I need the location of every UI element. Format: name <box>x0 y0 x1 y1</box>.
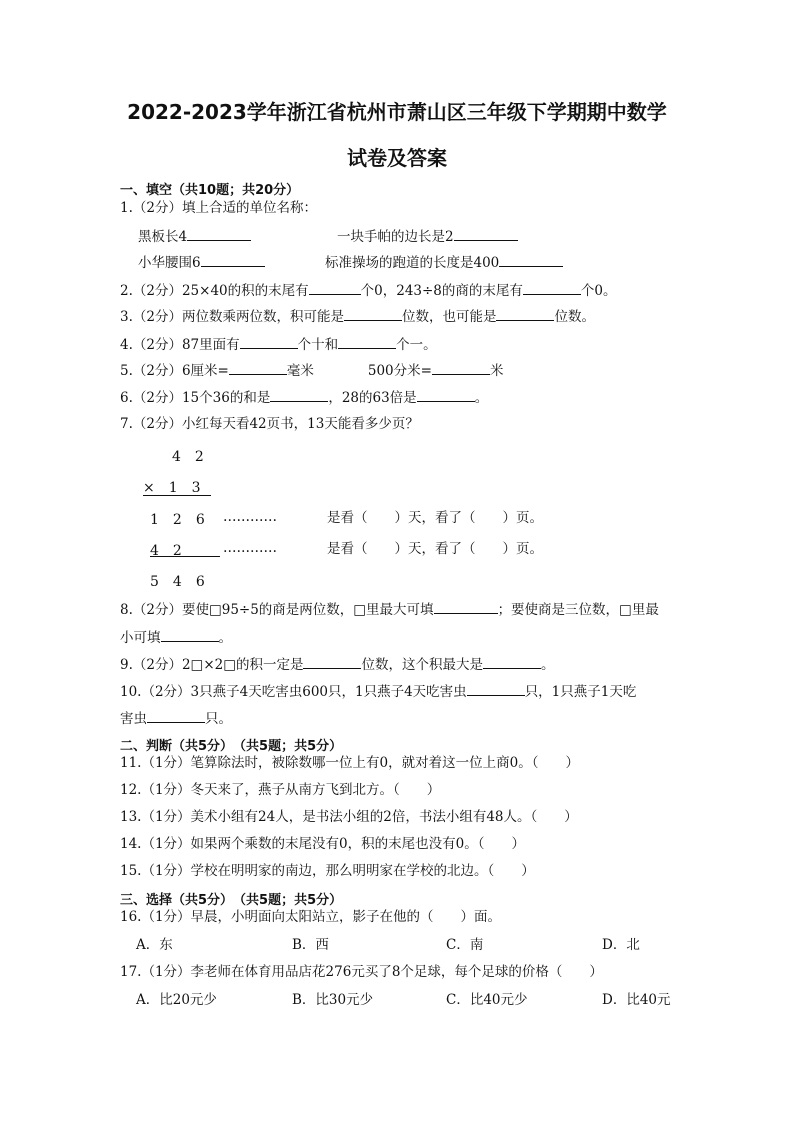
option-d[interactable]: D．北 <box>602 937 640 953</box>
question-7-stem: 7.（2分）小红每天看42页书，13天能看多少页？ <box>120 416 419 432</box>
question-15: 15.（1分）学校在明明家的南边，那么明明家在学校的北边。（ ） <box>120 863 535 879</box>
option-b[interactable]: B．比30元少 <box>292 992 374 1008</box>
answer-blank[interactable] <box>187 227 251 241</box>
answer-blank[interactable] <box>496 307 554 321</box>
question-12: 12.（1分）冬天来了，燕子从南方飞到北方。（ ） <box>120 782 441 798</box>
question-3: 3.（2分）两位数乘两位数，积可能是 位数，也可能是 位数。 <box>120 309 595 325</box>
multiplication-row-5: 5 4 6 <box>150 574 205 590</box>
page-title: 2022-2023学年浙江省杭州市萧山区三年级下学期期中数学 <box>127 100 667 124</box>
answer-blank[interactable] <box>338 335 396 349</box>
answer-blank[interactable] <box>454 227 518 241</box>
question-1-c: 小华腰围6 <box>138 253 265 272</box>
question-16-stem: 16.（1分）早晨，小明面向太阳站立，影子在他的（ ）面。 <box>120 909 502 925</box>
question-6: 6.（2分）15个36的和是 ，28的63倍是 。 <box>120 390 489 406</box>
answer-blank[interactable] <box>499 253 563 267</box>
option-d[interactable]: D．比40元 <box>602 992 671 1008</box>
answer-blank[interactable] <box>344 307 402 321</box>
question-13: 13.（1分）美术小组有24人，是书法小组的2倍，书法小组有48人。（ ） <box>120 809 578 825</box>
answer-blank[interactable] <box>147 709 205 723</box>
multiplication-row-2: × 1 3 <box>143 480 201 496</box>
answer-blank[interactable] <box>161 628 219 642</box>
answer-blank[interactable] <box>201 253 265 267</box>
multiplication-line <box>143 495 211 496</box>
question-5: 5.（2分）6厘米= 毫米 500分米= 米 <box>120 363 504 379</box>
answer-blank[interactable] <box>483 655 541 669</box>
question-1-a: 黑板长4 <box>138 227 251 246</box>
question-4: 4.（2分）87里面有 个十和 个一。 <box>120 337 437 353</box>
section-heading-choice: 三、选择（共5分） （共5题；共5分） <box>120 893 343 908</box>
question-9: 9.（2分）2□×2□的积一定是 位数，这个积最大是 。 <box>120 657 555 673</box>
answer-blank[interactable] <box>434 600 498 614</box>
answer-blank[interactable] <box>270 388 328 402</box>
answer-blank[interactable] <box>309 281 361 295</box>
question-7-ask-2: 是看（ ）天，看了（ ）页。 <box>327 541 543 557</box>
multiplication-line-2 <box>150 556 220 557</box>
option-c[interactable]: C．南 <box>446 937 484 953</box>
dots: ………… <box>223 509 277 525</box>
answer-blank[interactable] <box>523 281 581 295</box>
question-10-line-1: 10.（2分）3只燕子4天吃害虫600只，1只燕子4天吃害虫 只，1只燕子1天吃 <box>120 684 637 700</box>
option-c[interactable]: C．比40元少 <box>446 992 528 1008</box>
option-b[interactable]: B．西 <box>292 937 329 953</box>
question-10-line-2: 害虫 只。 <box>120 711 232 727</box>
answer-blank[interactable] <box>240 335 298 349</box>
question-14: 14.（1分）如果两个乘数的末尾没有0，积的末尾也没有0。（ ） <box>120 836 525 852</box>
section-heading-judge: 二、判断（共5分） （共5题；共5分） <box>120 739 343 754</box>
question-1-d: 标准操场的跑道的长度是400 <box>325 253 563 272</box>
question-8-line-2: 小可填 。 <box>120 630 232 646</box>
answer-blank[interactable] <box>467 682 525 696</box>
page-subtitle: 试卷及答案 <box>347 146 447 170</box>
answer-blank[interactable] <box>303 655 361 669</box>
answer-blank[interactable] <box>417 388 475 402</box>
question-8-line-1: 8.（2分）要使□95÷5的商是两位数，□里最大可填 ；要使商是三位数，□里最 <box>120 602 659 618</box>
multiplication-row-1: 4 2 <box>172 449 204 465</box>
multiplication-row-3: 1 2 6 <box>150 512 205 528</box>
option-a[interactable]: A．比20元少 <box>136 992 217 1008</box>
question-11: 11.（1分）笔算除法时，被除数哪一位上有0，就对着这一位上商0。（ ） <box>120 755 579 771</box>
answer-blank[interactable] <box>229 361 287 375</box>
question-17-stem: 17.（1分）李老师在体育用品店花276元买了8个足球，每个足球的价格（ ） <box>120 964 603 980</box>
question-1-stem: 1.（2分）填上合适的单位名称： <box>120 200 317 216</box>
question-7-ask-1: 是看（ ）天，看了（ ）页。 <box>327 510 543 526</box>
answer-blank[interactable] <box>432 361 490 375</box>
multiplication-row-4: 4 2 <box>150 543 182 559</box>
question-2: 2.（2分）25×40的积的末尾有 个0，243÷8的商的末尾有 个0。 <box>120 283 617 299</box>
dots: ………… <box>223 540 277 556</box>
section-heading-fill: 一、填空（共10题；共20分） <box>120 183 300 198</box>
option-a[interactable]: A．东 <box>136 937 173 953</box>
question-1-b: 一块手帕的边长是2 <box>337 227 518 246</box>
